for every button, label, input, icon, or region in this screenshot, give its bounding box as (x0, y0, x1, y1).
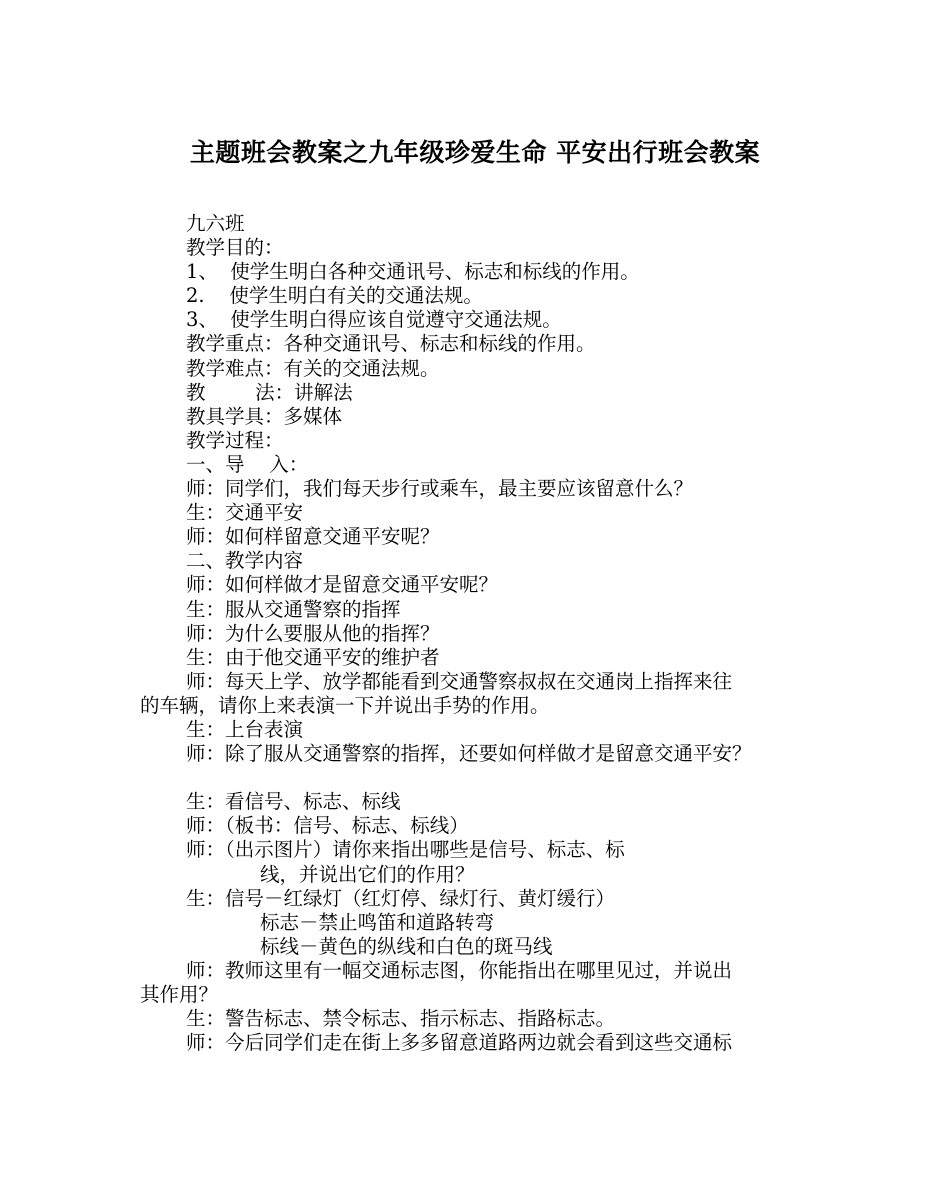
text-line: 教 法：讲解法 (186, 380, 353, 404)
text-line: 1、 使学生明白各种交通讯号、标志和标线的作用。 (186, 260, 640, 284)
text-line: 生：由于他交通平安的维护者 (186, 645, 440, 669)
text-line: 线，并说出它们的作用？ (260, 862, 475, 886)
text-line: 一、导 入： (186, 452, 309, 476)
text-line: 二、教学内容 (186, 549, 304, 573)
text-line: 师：如何样留意交通平安呢？ (186, 525, 440, 549)
text-line: 其作用？ (140, 983, 219, 1006)
text-line: 生：看信号、标志、标线 (186, 790, 401, 814)
text-line: 师：如何样做才是留意交通平安呢？ (186, 573, 499, 597)
blank-line (140, 766, 830, 790)
text-line: 师：今后同学们走在街上多多留意道路两边就会看到这些交通标 (186, 1031, 733, 1055)
text-line: 师：为什么要服从他的指挥？ (186, 621, 440, 645)
text-line: 生：信号－红绿灯（红灯停、绿灯行、黄灯缓行） (186, 886, 616, 910)
text-line: 标线－黄色的纵线和白色的斑马线 (260, 934, 553, 958)
text-line: 3、 使学生明白得应该自觉遵守交通法规。 (186, 308, 562, 332)
text-line: 师：每天上学、放学都能看到交通警察叔叔在交通岗上指挥来往 (186, 669, 733, 693)
text-line: 教学难点：有关的交通法规。 (186, 356, 440, 380)
text-line: 教学过程： (186, 428, 284, 452)
text-line: 2. 使学生明白有关的交通法规。 (186, 284, 483, 308)
text-line: 教具学具：多媒体 (186, 404, 343, 428)
text-line: 的车辆，请你上来表演一下并说出手势的作用。 (140, 693, 550, 717)
text-line: 师：除了服从交通警察的指挥，还要如何样做才是留意交通平安？ (186, 742, 752, 766)
text-line: 师：（出示图片）请你来指出哪些是信号、标志、标 (186, 838, 625, 862)
document-title: 主题班会教案之九年级珍爱生命 平安出行班会教案 (189, 138, 761, 167)
text-line: 九六班 (186, 212, 245, 235)
text-line: 标志－禁止鸣笛和道路转弯 (260, 910, 495, 934)
text-line: 师：教师这里有一幅交通标志图，你能指出在哪里见过，并说出 (186, 958, 733, 982)
text-line: 生：上台表演 (186, 717, 304, 741)
text-line: 师：同学们，我们每天步行或乘车，最主要应该留意什么？ (186, 477, 694, 501)
text-line: 生：服从交通警察的指挥 (186, 597, 401, 621)
text-line: 教学目的： (186, 236, 284, 260)
text-line: 生：交通平安 (186, 501, 304, 525)
text-line: 生：警告标志、禁令标志、指示标志、指路标志。 (186, 1007, 616, 1031)
text-line: 师：（板书：信号、标志、标线） (186, 814, 469, 838)
text-line: 教学重点：各种交通讯号、标志和标线的作用。 (186, 332, 596, 356)
document-body (140, 212, 830, 1055)
